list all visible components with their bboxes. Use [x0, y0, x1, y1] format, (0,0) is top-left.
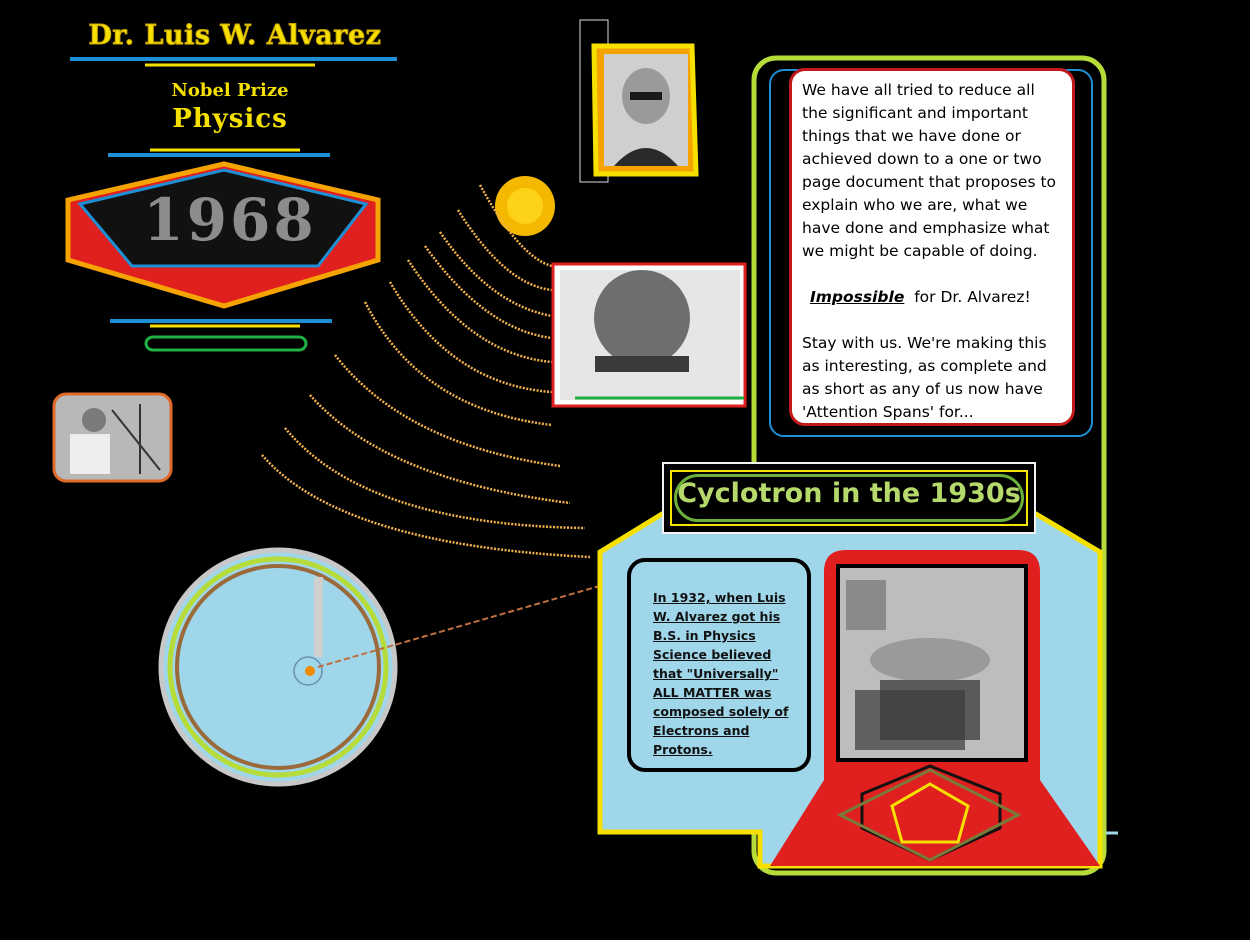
cyclotron-title: Cyclotron in the 1930s — [677, 478, 1021, 509]
quote-paragraph-2 — [802, 286, 1064, 309]
field-label: Physics — [172, 104, 288, 134]
prize-label: Nobel Prize — [171, 80, 289, 101]
quote-paragraph-3: Stay with us. We're making this as interesting, as complete and as short as any of us now have 'Attention Spans' for... — [802, 334, 1047, 421]
portrait-frame — [580, 20, 696, 182]
page-title: Dr. Luis W. Alvarez — [88, 20, 382, 51]
quote-box — [789, 68, 1075, 426]
impossible-emphasis: Impossible — [810, 288, 905, 306]
cyclotron-title-box — [662, 462, 1036, 534]
lab-photo — [54, 394, 171, 481]
year-label: 1968 — [143, 186, 317, 254]
sphere-photo — [553, 264, 745, 406]
green-pill — [146, 337, 306, 350]
cyclotron-info-box — [627, 558, 811, 772]
quote-paragraph-2-tail: for Dr. Alvarez! — [914, 288, 1031, 306]
cyclotron-photo — [840, 568, 1024, 758]
quote-paragraph-1: We have all tried to reduce all the significant and important things that we have done or achieved down to a one or two page document that proposes to explain who we are, what we have done and emphasize what we might be capable of doing. — [802, 81, 1057, 260]
cyclotron-info-text: In 1932, when Luis W. Alvarez got his B.S. in Physics Science believed that "Universally" ALL MATTER was composed solely of Electrons and Protons. — [653, 590, 789, 757]
atom-diagram — [161, 550, 610, 784]
